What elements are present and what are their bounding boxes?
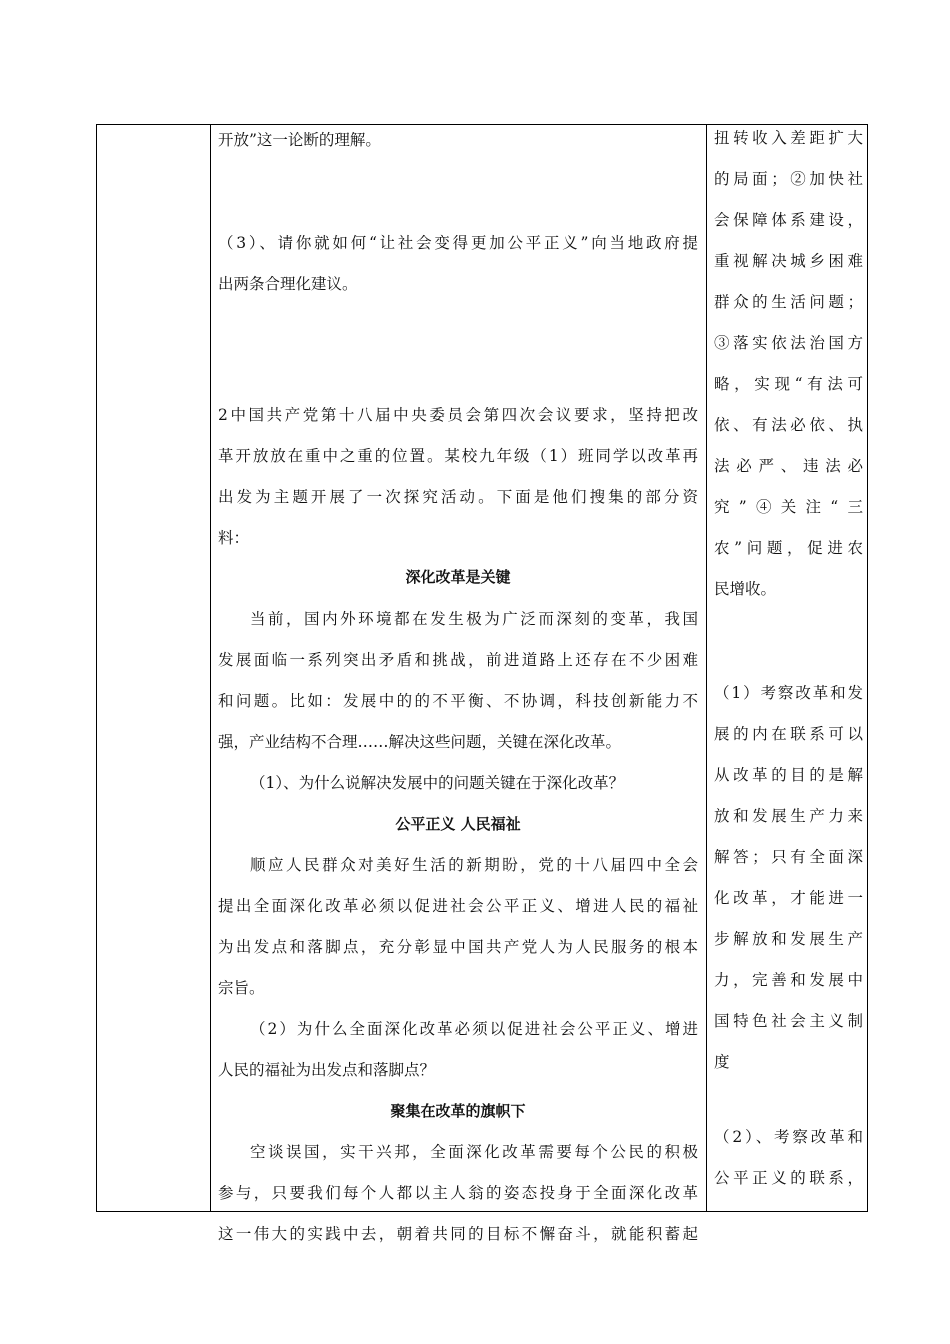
answer-line: 重视解决城乡困难 xyxy=(714,252,863,270)
text-line: 出发为主题开展了一次探究活动。下面是他们搜集的部分资 xyxy=(218,488,698,506)
answer-line: 公平正义的联系， xyxy=(714,1169,863,1187)
section-heading: 公平正义 人民福祉 xyxy=(395,815,521,833)
text-line: 2中国共产党第十八届中央委员会第四次会议要求，坚持把改 xyxy=(218,406,698,424)
paragraph-line: 当前，国内外环境都在发生极为广泛而深刻的变革，我国 xyxy=(250,610,698,628)
question-line: 人民的福祉为出发点和落脚点？ xyxy=(218,1061,436,1079)
paragraph-line: 为出发点和落脚点，充分彰显中国共产党人为人民服务的根本 xyxy=(218,938,698,956)
question-3-line: （3）、请你就如何“让社会变得更加公平正义”向当地政府提 xyxy=(218,234,698,252)
answer-line: 放和发展生产力来 xyxy=(714,807,863,825)
answer-line: 解答；只有全面深 xyxy=(714,848,863,866)
answer-line: 国特色社会主义制 xyxy=(714,1012,863,1030)
answer-line: 力，完善和发展中 xyxy=(714,971,863,989)
paragraph-line: 发展面临一系列突出矛盾和挑战，前进道路上还存在不少困难 xyxy=(218,651,698,669)
answer-line: （2）、考察改革和 xyxy=(714,1128,863,1146)
middle-column xyxy=(212,125,704,1243)
answer-line: 农”问题，促进农 xyxy=(714,539,863,557)
column-divider-1 xyxy=(210,125,211,1211)
answer-line: 展的内在联系可以 xyxy=(714,725,863,743)
paragraph-line: 顺应人民群众对美好生活的新期盼，党的十八届四中全会 xyxy=(250,856,698,874)
text-line: 开放”这一论断的理解。 xyxy=(218,131,381,149)
answer-line: 略，实现“有法可 xyxy=(714,375,863,393)
answer-line: 化改革，才能进一 xyxy=(714,889,863,907)
text-line: 料： xyxy=(218,529,250,547)
section-heading: 聚集在改革的旗帜下 xyxy=(390,1102,526,1120)
text-line: 革开放放在重中之重的位置。某校九年级（1）班同学以改革再 xyxy=(218,447,698,465)
answer-line: 步解放和发展生产 xyxy=(714,930,863,948)
section-heading: 深化改革是关键 xyxy=(405,568,511,586)
paragraph-line: 宗旨。 xyxy=(218,979,265,997)
answer-line: 扭转收入差距扩大 xyxy=(714,129,863,147)
answer-line: 群众的生活问题； xyxy=(714,293,863,311)
question-line: （1）、为什么说解决发展中的问题关键在于深化改革？ xyxy=(250,774,625,792)
answer-line: ③落实依法治国方 xyxy=(714,334,863,352)
paragraph-line: 强，产业结构不合理……解决这些问题，关键在深化改革。 xyxy=(218,733,622,751)
paragraph-line: 和问题。比如：发展中的的不平衡、不协调，科技创新能力不 xyxy=(218,692,698,710)
paragraph-line: 提出全面深化改革必须以促进社会公平正义、增进人民的福祉 xyxy=(218,897,698,915)
answer-line: 会保障体系建设， xyxy=(714,211,863,229)
column-divider-2 xyxy=(706,125,707,1211)
question-line: （2）为什么全面深化改革必须以促进社会公平正义、增进 xyxy=(250,1020,698,1038)
paragraph-line: 这一伟大的实践中去，朝着共同的目标不懈奋斗，就能积蓄起 xyxy=(218,1225,698,1243)
answer-line: 依、有法必依、执 xyxy=(714,416,863,434)
answer-line: （1）考察改革和发 xyxy=(714,684,863,702)
answer-line: 度 xyxy=(714,1053,730,1071)
paragraph-line: 空谈误国，实干兴邦，全面深化改革需要每个公民的积极 xyxy=(250,1143,698,1161)
answer-line: 究”④关注“三 xyxy=(714,498,863,516)
answer-line: 民增收。 xyxy=(714,580,777,598)
answer-line: 从改革的目的是解 xyxy=(714,766,863,784)
question-3-line: 出两条合理化建议。 xyxy=(218,275,358,293)
right-column xyxy=(708,125,867,1211)
answer-line: 法必严、违法必 xyxy=(714,457,863,475)
answer-line: 的局面；②加快社 xyxy=(714,170,863,188)
paragraph-line: 参与，只要我们每个人都以主人翁的姿态投身于全面深化改革 xyxy=(218,1184,698,1202)
table-frame xyxy=(96,124,868,1243)
